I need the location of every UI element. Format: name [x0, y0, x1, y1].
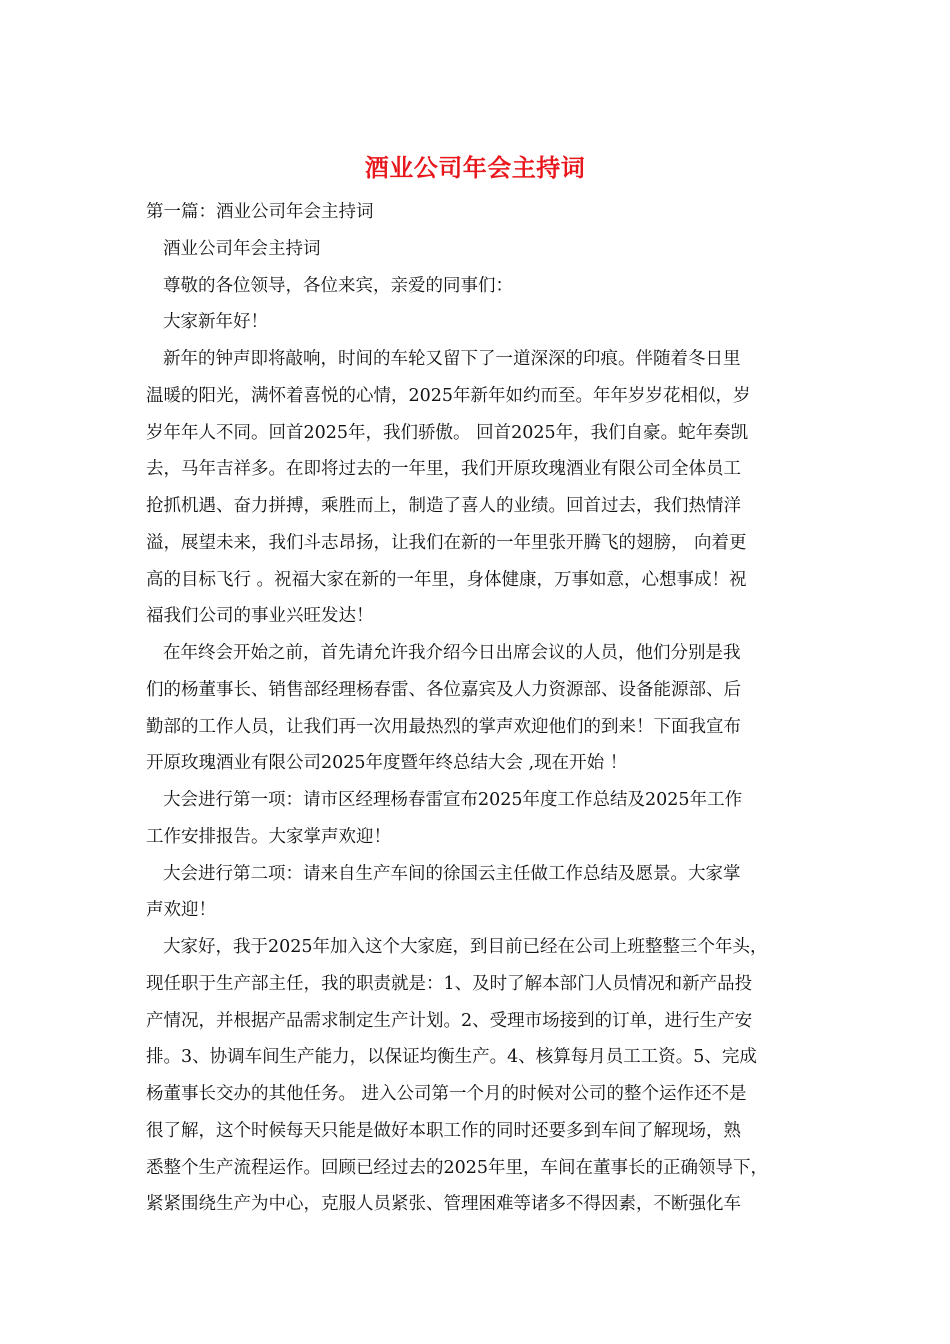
paragraph-line: 酒业公司年会主持词 — [163, 238, 321, 259]
paragraph-line: 大家新年好！ — [163, 312, 268, 333]
paragraph-line: 岁年年人不同。回首2025年，我们骄傲。 回首2025年，我们自豪。蛇年奏凯 — [146, 422, 749, 443]
paragraph-line: 现任职于生产部主任，我的职责就是：1、及时了解本部门人员情况和新产品投 — [146, 973, 753, 994]
paragraph-line: 勤部的工作人员，让我们再一次用最热烈的掌声欢迎他们的到来！下面我宣布 — [146, 716, 741, 737]
document-body — [146, 194, 810, 1223]
paragraph-line: 第一篇：酒业公司年会主持词 — [146, 202, 374, 222]
paragraph-line: 在年终会开始之前，首先请允许我介绍今日出席会议的人员，他们分别是我 — [163, 643, 741, 663]
paragraph-line: 新年的钟声即将敲响，时间的车轮又留下了一道深深的印痕。伴随着冬日里 — [163, 349, 741, 369]
paragraph-line: 温暖的阳光，满怀着喜悦的心情，2025年新年如约而至。年年岁岁花相似，岁 — [146, 385, 751, 406]
paragraph-line: 产情况，并根据产品需求制定生产计划。2、受理市场接到的订单，进行生产安 — [146, 1010, 753, 1031]
paragraph-line: 开原玫瑰酒业有限公司2025年度暨年终总结大会 ,现在开始 ！ — [146, 753, 628, 774]
paragraph-line: 工作安排报告。大家掌声欢迎！ — [146, 826, 391, 847]
paragraph-line: 去，马年吉祥多。在即将过去的一年里，我们开原玫瑰酒业有限公司全体员工 — [146, 459, 741, 480]
document-title: 酒业公司年会主持词 — [364, 153, 586, 182]
paragraph-line: 溢，展望未来，我们斗志昂扬，让我们在新的一年里张开腾飞的翅膀， 向着更 — [146, 532, 747, 553]
paragraph-line: 大家好，我于2025年加入这个大家庭，到目前已经在公司上班整整三个年头， — [163, 937, 768, 957]
paragraph-line: 排。3、协调车间生产能力，以保证均衡生产。4、核算每月员工工资。5、完成 — [146, 1047, 757, 1068]
paragraph-line: 福我们公司的事业兴旺发达！ — [146, 606, 374, 627]
paragraph-line: 抢抓机遇、奋力拼搏，乘胜而上，制造了喜人的业绩。回首过去，我们热情洋 — [146, 496, 741, 516]
paragraph-line: 大会进行第二项：请来自生产车间的徐国云主任做工作总结及愿景。大家掌 — [163, 863, 741, 884]
paragraph-line: 高的目标飞行 。祝福大家在新的一年里，身体健康，万事如意，心想事成！祝 — [146, 569, 747, 590]
paragraph-line: 杨董事长交办的其他任务。 进入公司第一个月的时候对公司的整个运作还不是 — [146, 1084, 747, 1104]
paragraph-line: 尊敬的各位领导，各位来宾，亲爱的同事们： — [163, 275, 513, 296]
paragraph-line: 悉整个生产流程运作。回顾已经过去的2025年里，车间在董事长的正确领导下， — [146, 1157, 769, 1178]
paragraph-line: 大会进行第一项：请市区经理杨春雷宣布2025年度工作总结及2025年工作 — [163, 790, 743, 810]
paragraph-line: 声欢迎！ — [146, 900, 216, 921]
paragraph-line: 紧紧围绕生产为中心，克服人员紧张、管理困难等诸多不得因素，不断强化车 — [146, 1194, 741, 1215]
paragraph-line: 们的杨董事长、销售部经理杨春雷、各位嘉宾及人力资源部、设备能源部、后 — [146, 679, 741, 700]
paragraph-line: 很了解，这个时候每天只能是做好本职工作的同时还要多到车间了解现场，熟 — [146, 1120, 741, 1141]
